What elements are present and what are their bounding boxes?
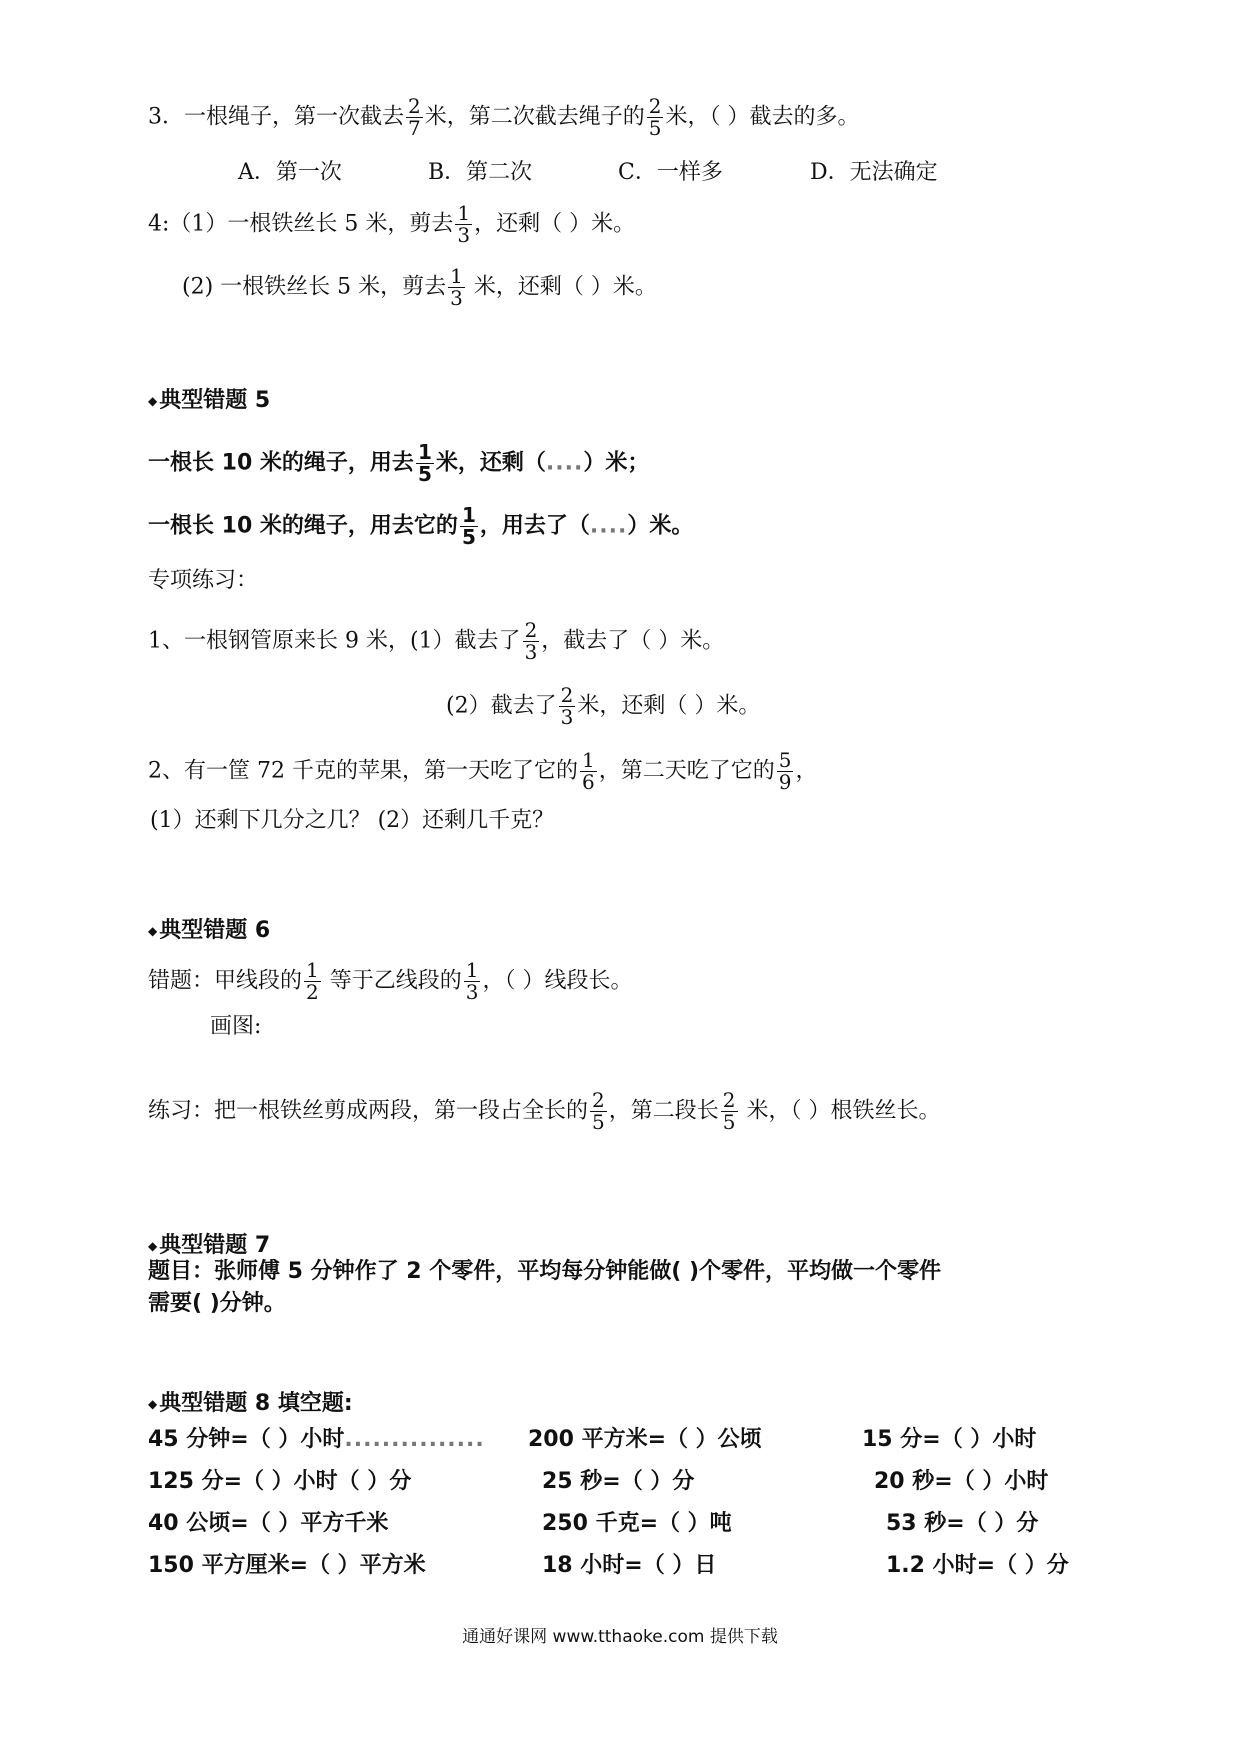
s5-practice-1b	[446, 685, 760, 728]
s5-practice-2	[148, 750, 817, 793]
s5-line-2	[148, 505, 693, 548]
fraction-2-5: $\frac{2}{5}$	[648, 94, 662, 140]
s6-e-mid: 等于乙线段的	[322, 968, 462, 994]
s8-r1c3: 15 分=（ ）小时	[862, 1427, 1037, 1452]
fraction-1-3: $\frac{1}{3}$	[457, 201, 471, 247]
q3-option-a: A．第一次	[238, 160, 342, 185]
s5-l2-post: ）米。	[627, 513, 694, 539]
q4-l1-post: ，还剩（ ）米。	[474, 211, 636, 237]
s8-r3c1: 40 公顷=（ ）平方千米	[148, 1511, 389, 1536]
s5-l1-mid: 米，还剩（	[435, 450, 546, 476]
diamond-icon: ◆	[148, 924, 158, 938]
s6-e-post: ，（ ）线段长。	[482, 968, 633, 994]
fraction-2-5: $\frac{2}{5}$	[592, 1088, 605, 1134]
s7-line-1: 题目：张师傅 5 分钟作了 2 个零件，平均每分钟能做( )个零件，平均做一个零件	[148, 1259, 942, 1284]
draw-label: 画图:	[210, 1014, 262, 1039]
q4-line-2	[182, 266, 657, 309]
q3-option-d: D．无法确定	[810, 160, 938, 185]
fraction-2-3: $\frac{2}{3}$	[524, 618, 538, 664]
section-8-title	[148, 1386, 353, 1417]
s5-l2-dots: ....	[589, 513, 628, 539]
s7-line-2: 需要( )分钟。	[148, 1291, 286, 1316]
s8-r1c2: 200 平方米=（ ）公顷	[528, 1427, 762, 1452]
s6-p-pre: 练习：把一根铁丝剪成两段，第一段占全长的	[148, 1098, 589, 1124]
s6-p-mid: ，第二段长	[608, 1098, 719, 1124]
s5-p2-mid: ，第二天吃了它的	[598, 758, 775, 784]
fraction-2-3: $\frac{2}{3}$	[560, 683, 574, 729]
s5-p2-pre: 2、有一筐 72 千克的苹果，第一天吃了它的	[148, 758, 578, 784]
s5-line-1	[148, 442, 649, 485]
q3-line	[148, 96, 859, 139]
s8-r2c1: 125 分=（ ）小时（ ）分	[148, 1469, 412, 1494]
s5-p1-pre: 1、一根钢管原来长 9 米，(1）截去了	[148, 628, 521, 654]
s5-l2-pre: 一根长 10 米的绳子，用去它的	[148, 513, 458, 539]
s5-practice-1	[148, 620, 724, 663]
s5-p2-post: ，	[795, 758, 818, 784]
section-6-title-text: 典型错题 6	[159, 918, 271, 943]
s8-r1c1-text: 45 分钟=（ ）小时	[148, 1427, 345, 1452]
s5-p1b-pre: (2）截去了	[446, 693, 557, 719]
page-footer: 通通好课网 www.tthaoke.com 提供下载	[462, 1627, 778, 1647]
s6-error-line	[148, 960, 632, 1003]
fraction-2-7: $\frac{2}{7}$	[408, 94, 421, 140]
s8-r3c2: 250 千克=（ ）吨	[542, 1511, 732, 1536]
q4-l2-pre: (2) 一根铁丝长 5 米，剪去	[182, 274, 447, 300]
s8-r1c1	[148, 1429, 485, 1451]
diamond-icon: ◆	[148, 394, 158, 408]
q3-text-mid: 米，第二次截去绳子的	[424, 104, 645, 130]
s8-r1-dots: ...............	[344, 1427, 485, 1452]
s6-p-post: 米，（ ）根铁丝长。	[739, 1098, 941, 1124]
q4-line-1	[148, 203, 635, 246]
fraction-1-5: $\frac{1}{5}$	[461, 503, 476, 549]
s5-p1-post: ，截去了（ ）米。	[541, 628, 725, 654]
q3-text-pre: 3．一根绳子，第一次截去	[148, 104, 404, 130]
s5-l1-pre: 一根长 10 米的绳子，用去	[148, 450, 414, 476]
s5-p1b-post: 米，还剩（ ）米。	[577, 693, 761, 719]
fraction-1-3: $\frac{1}{3}$	[465, 958, 479, 1004]
section-5-title-text: 典型错题 5	[159, 388, 271, 413]
fraction-1-6: $\frac{1}{6}$	[581, 748, 595, 794]
s8-r2c2: 25 秒=（ ）分	[542, 1469, 695, 1494]
fraction-1-3: $\frac{1}{3}$	[450, 264, 463, 310]
s8-r4c3: 1.2 小时=（ ）分	[886, 1553, 1069, 1578]
s5-l1-dots: ....	[545, 450, 584, 476]
s6-e-pre: 错题：甲线段的	[148, 968, 303, 994]
section-7-title-text: 典型错题 7	[159, 1233, 271, 1258]
fraction-1-5: $\frac{1}{5}$	[417, 440, 432, 486]
s8-r4c1: 150 平方厘米=（ ）平方米	[148, 1553, 426, 1578]
q3-text-post: 米，（ ）截去的多。	[665, 104, 860, 130]
q3-option-c: C．一样多	[618, 160, 723, 185]
s5-practice-2-sub: (1）还剩下几分之几？ (2）还剩几千克？	[150, 808, 555, 833]
fraction-2-5: $\frac{2}{5}$	[722, 1088, 736, 1134]
s5-l1-post: ）米；	[583, 450, 650, 476]
fraction-1-2: $\frac{1}{2}$	[306, 958, 319, 1004]
q4-l2-post: 米，还剩（ ）米。	[466, 274, 657, 300]
q4-l1-pre: 4:（1）一根铁丝长 5 米，剪去	[148, 211, 454, 237]
diamond-icon: ◆	[148, 1239, 158, 1253]
s5-l2-mid: ，用去了（	[479, 513, 590, 539]
s8-r3c3: 53 秒=（ ）分	[886, 1511, 1039, 1536]
section-8-title-text: 典型错题 8 填空题:	[159, 1391, 353, 1416]
section-7-title	[148, 1228, 270, 1259]
s8-r2c3: 20 秒=（ ）小时	[874, 1469, 1049, 1494]
section-6-title	[148, 913, 270, 944]
practice-label: 专项练习：	[148, 568, 259, 593]
fraction-5-9: $\frac{5}{9}$	[778, 748, 792, 794]
diamond-icon: ◆	[148, 1397, 158, 1411]
section-5-title	[148, 383, 270, 414]
s6-practice-line	[148, 1090, 941, 1133]
s8-r4c2: 18 小时=（ ）日	[542, 1553, 717, 1578]
q3-option-b: B．第二次	[428, 160, 533, 185]
